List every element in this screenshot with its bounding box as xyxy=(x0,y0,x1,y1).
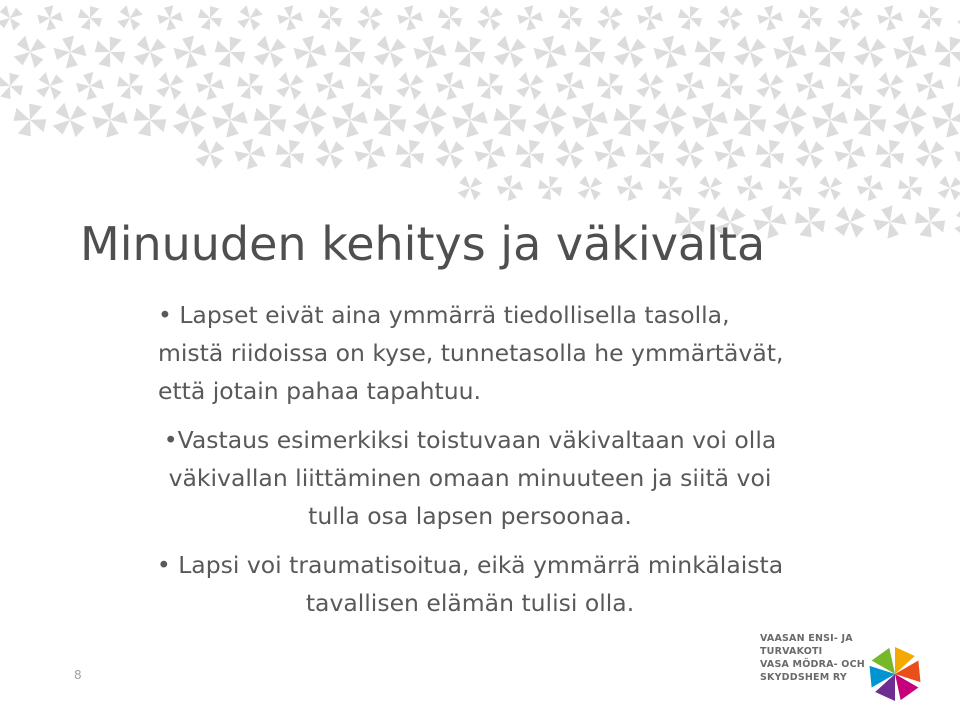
bullet-item: •Vastaus esimerkiksi toistuvaan väkivaltaan voi olla väkivallan liittäminen omaan minuuteen ja siitä voi tulla osa lapsen persoonaa. xyxy=(163,426,777,530)
slide-title: Minuuden kehitys ja väkivalta xyxy=(80,217,766,271)
organization-logo xyxy=(760,632,955,710)
logo-line: SKYDDSHEM RY xyxy=(760,672,847,683)
bullet-item: • Lapset eivät aina ymmärrä tiedollisella tasolla, mistä riidoissa on kyse, tunnetasolla he ymmärtävät, että jotain pahaa tapahtuu. xyxy=(158,301,784,405)
bullet-list xyxy=(150,296,790,633)
page-number: 8 xyxy=(74,668,82,682)
logo-line: VASA MÖDRA- OCH xyxy=(760,659,865,670)
logo-text xyxy=(760,632,870,684)
pinwheel-logo-icon xyxy=(868,638,922,710)
bullet-item: • Lapsi voi traumatisoitua, eikä ymmärrä minkälaista tavallisen elämän tulisi olla. xyxy=(156,551,784,617)
logo-line: VAASAN ENSI- JA xyxy=(760,633,853,644)
logo-line: TURVAKOTI xyxy=(760,646,823,657)
